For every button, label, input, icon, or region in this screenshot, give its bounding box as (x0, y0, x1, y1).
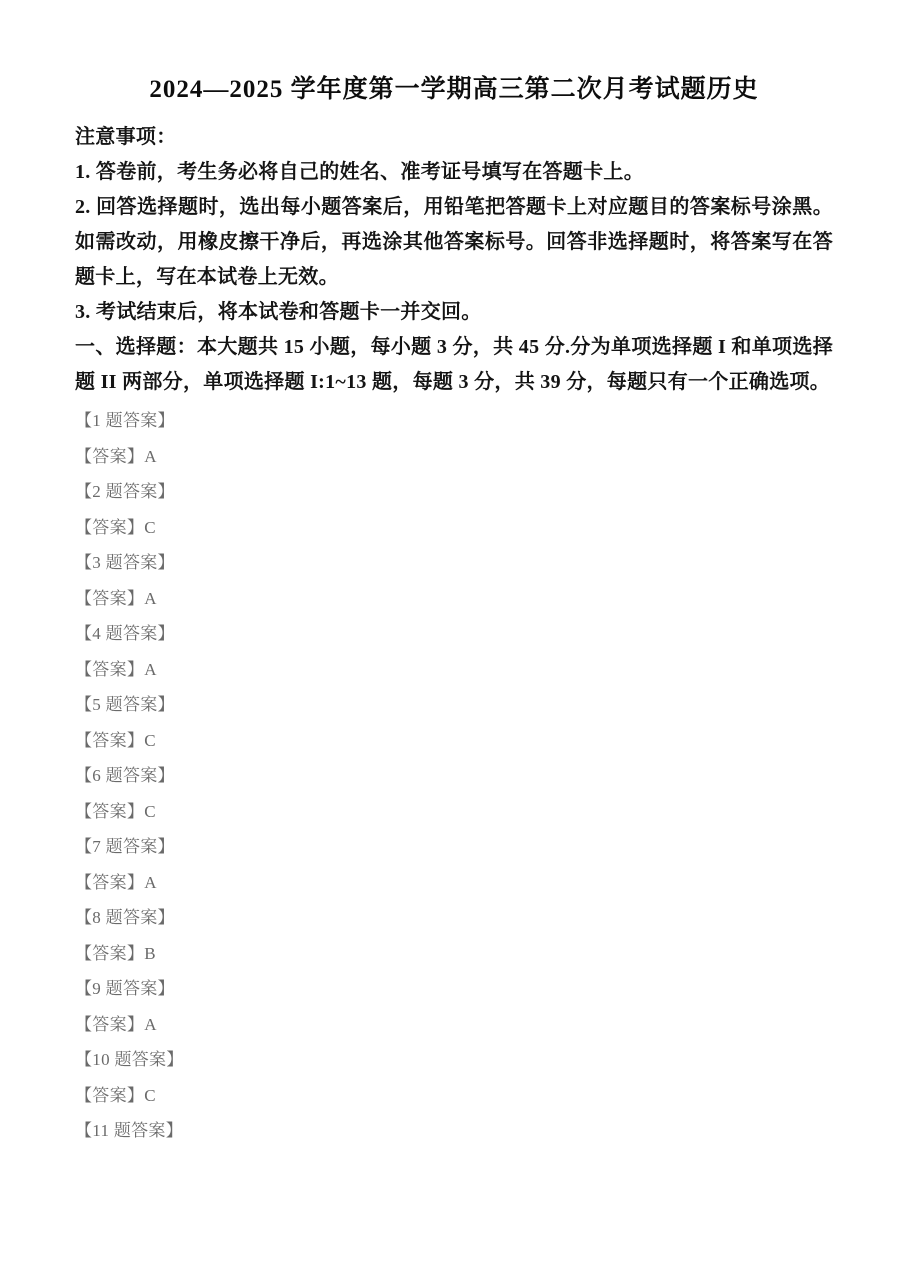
notice-item-2: 2. 回答选择题时，选出每小题答案后，用铅笔把答题卡上对应题目的答案标号涂黑。如需改动，用橡皮擦干净后，再选涂其他答案标号。回答非选择题时，将答案写在答题卡上，写在本试卷上无效。 (75, 196, 833, 288)
question-8-answer-heading: 【8 题答案】 (75, 908, 175, 927)
question-9-answer-value: 【答案】A (75, 1014, 157, 1034)
question-2-answer-value: 【答案】C (75, 517, 156, 537)
answer-key-list (75, 403, 833, 1149)
notice-heading: 注意事项： (75, 126, 177, 148)
question-2-answer-heading: 【2 题答案】 (75, 482, 175, 501)
question-4-answer-heading: 【4 题答案】 (75, 624, 175, 643)
question-3-answer-heading: 【3 题答案】 (75, 553, 175, 572)
question-10-answer-heading: 【10 题答案】 (75, 1050, 184, 1069)
question-10-answer-value: 【答案】C (75, 1085, 156, 1105)
question-11-answer-heading: 【11 题答案】 (75, 1121, 184, 1140)
question-8-answer-value: 【答案】B (75, 943, 156, 963)
section-heading-multiple-choice: 一、选择题：本大题共 15 小题，每小题 3 分，共 45 分.分为单项选择题 I 和单项选择题 II 两部分，单项选择题 I:1~13 题，每题 3 分，共 39 分，每题只有一个正确选项。 (75, 336, 833, 393)
notice-item-1: 1. 答卷前，考生务必将自己的姓名、准考证号填写在答题卡上。 (75, 161, 644, 183)
question-5-answer-heading: 【5 题答案】 (75, 695, 175, 714)
page-title: 2024—2025 学年度第一学期高三第二次月考试题历史 (149, 76, 759, 103)
question-3-answer-value: 【答案】A (75, 588, 157, 608)
question-9-answer-heading: 【9 题答案】 (75, 979, 175, 998)
question-7-answer-heading: 【7 题答案】 (75, 837, 175, 856)
question-6-answer-value: 【答案】C (75, 801, 156, 821)
question-5-answer-value: 【答案】C (75, 730, 156, 750)
question-1-answer-heading: 【1 题答案】 (75, 411, 175, 430)
question-7-answer-value: 【答案】A (75, 872, 157, 892)
notice-item-3: 3. 考试结束后，将本试卷和答题卡一并交回。 (75, 301, 482, 323)
question-4-answer-value: 【答案】A (75, 659, 157, 679)
question-1-answer-value: 【答案】A (75, 446, 157, 466)
question-6-answer-heading: 【6 题答案】 (75, 766, 175, 785)
